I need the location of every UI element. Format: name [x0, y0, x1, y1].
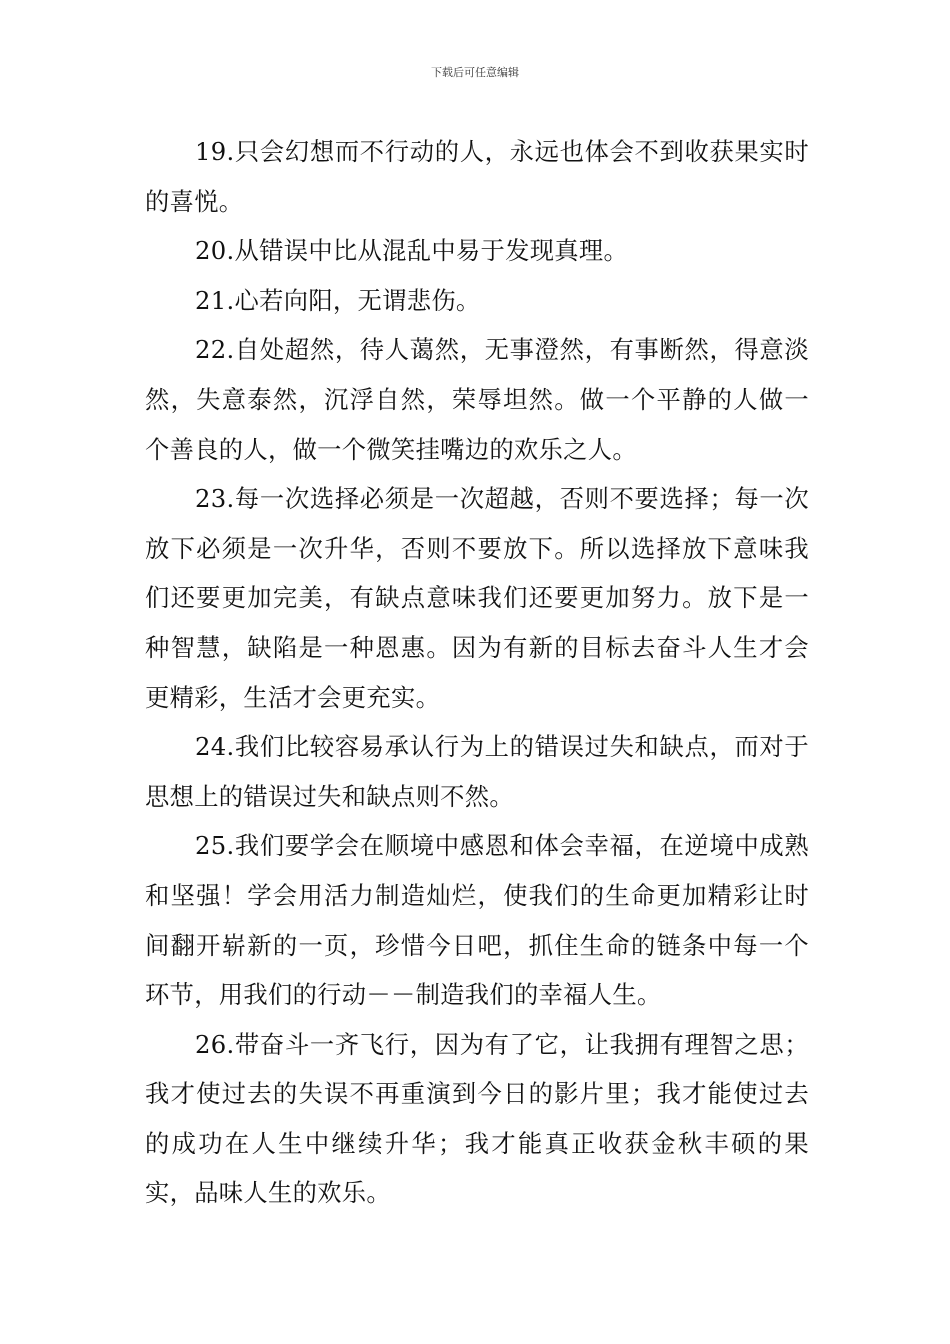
- page-header: 下载后可任意编辑: [431, 66, 519, 79]
- quote-paragraph-20: 20.从错误中比从混乱中易于发现真理。: [195, 236, 629, 266]
- quote-paragraph-26: 26.带奋斗一齐飞行，因为有了它，让我拥有理智之思；我才使过去的失误不再重演到今日的影片里；我才能使过去的成功在人生中继续升华；我才能真正收获金秋丰硕的果实，品味人生的欢乐。: [145, 1029, 809, 1208]
- quote-paragraph-23: 23.每一次选择必须是一次超越，否则不要选择；每一次放下必须是一次升华，否则不要放下。所以选择放下意味我们还要更加完美，有缺点意味我们还要更加努力。放下是一种智慧，缺陷是一种恩惠。因为有新的目标去奋斗人生才会更精彩，生活才会更充实。: [145, 484, 809, 712]
- document-body: [145, 127, 809, 1218]
- quote-paragraph-22: 22.自处超然，待人蔼然，无事澄然，有事断然，得意淡然，失意泰然，沉浮自然，荣辱坦然。做一个平静的人做一个善良的人，做一个微笑挂嘴边的欢乐之人。: [145, 335, 809, 464]
- quote-paragraph-24: 24.我们比较容易承认行为上的错误过失和缺点，而对于思想上的错误过失和缺点则不然。: [145, 732, 809, 811]
- quote-paragraph-19: 19.只会幻想而不行动的人，永远也体会不到收获果实时的喜悦。: [145, 137, 809, 216]
- quote-paragraph-25: 25.我们要学会在顺境中感恩和体会幸福，在逆境中成熟和坚强！学会用活力制造灿烂，使我们的生命更加精彩让时间翻开崭新的一页，珍惜今日吧，抓住生命的链条中每一个环节，用我们的行动－－制造我们的幸福人生。: [145, 831, 809, 1010]
- quote-paragraph-21: 21.心若向阳，无谓悲伤。: [195, 285, 481, 315]
